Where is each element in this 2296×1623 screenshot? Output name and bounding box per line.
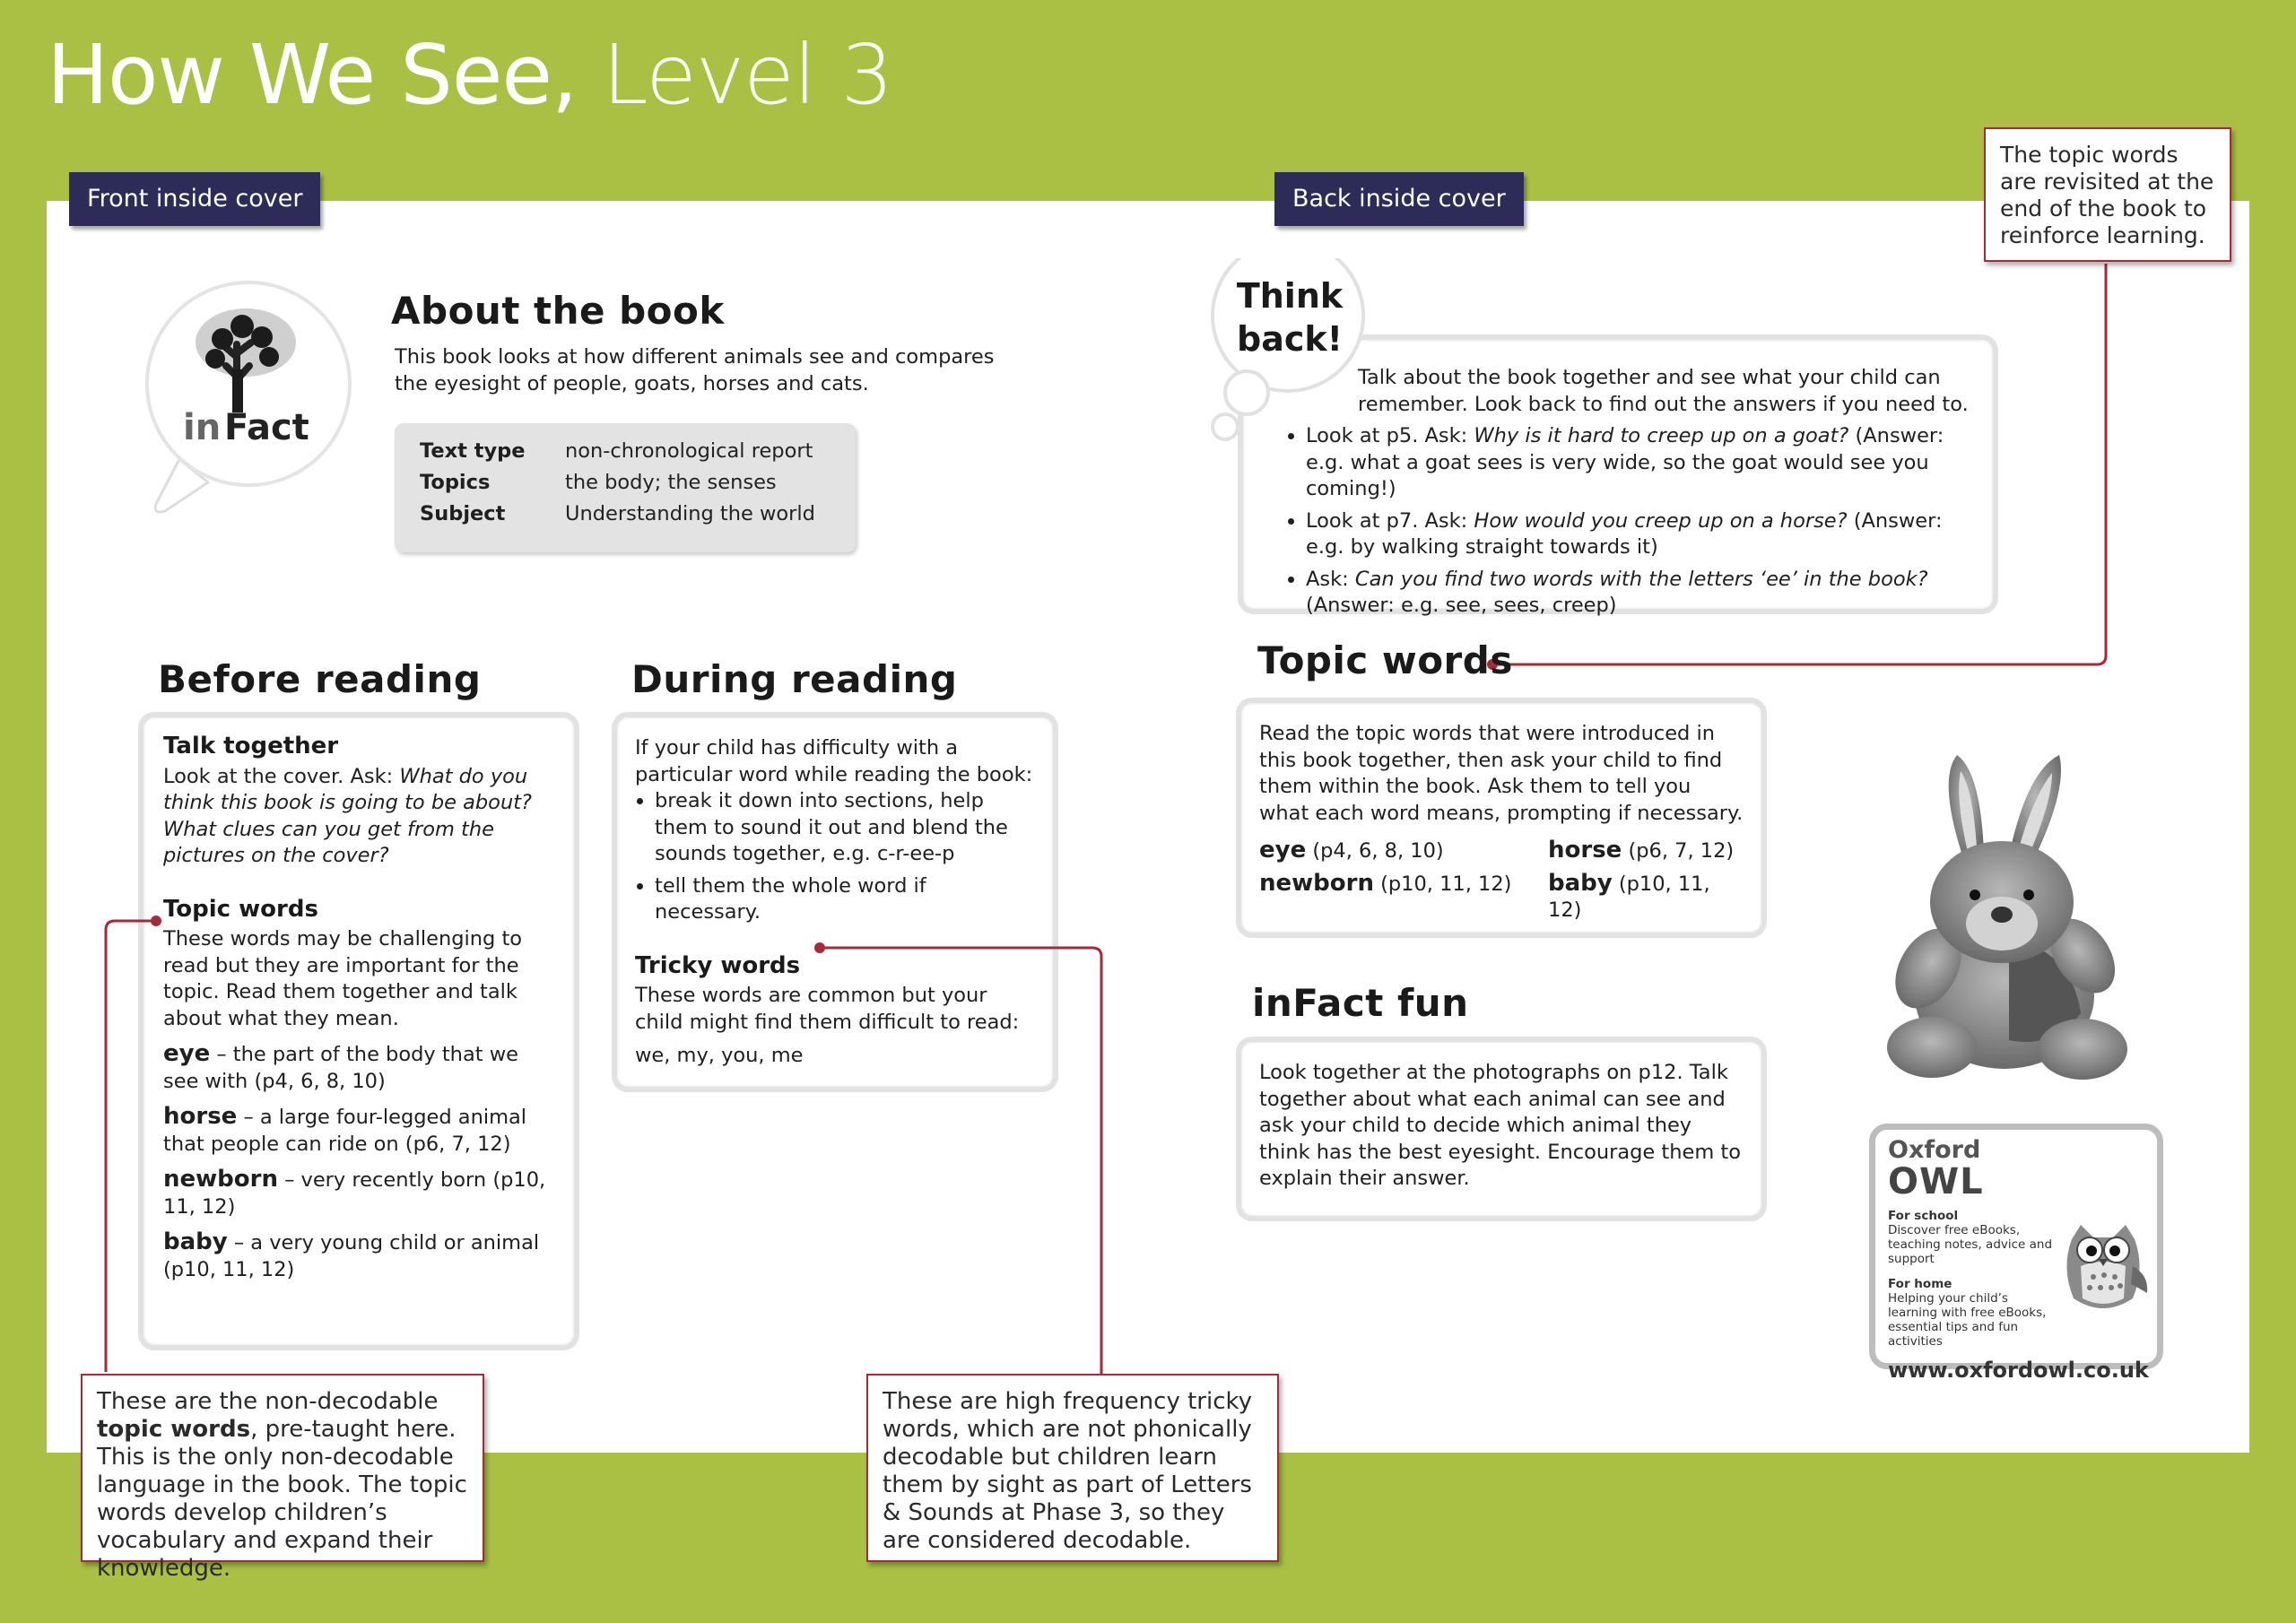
topic-word-pages: (p10, 11, 12) <box>1373 872 1512 896</box>
topic-words-heading: Topic words <box>163 895 318 923</box>
topic-revisit-callout: The topic words are revisited at the end of the book to reinforce learning. <box>1984 127 2231 262</box>
list-item <box>1306 423 1973 503</box>
item-answer: (Answer: e.g. what a goat sees is very wide, so the goat would see you coming!) <box>1306 424 1944 500</box>
owl-brand: OWL <box>1888 1161 1984 1202</box>
topic-word-item <box>1259 871 1548 924</box>
back-topic-words-text: Read the topic words that were introduced in this book together, then ask your child to find them within the book. Ask them to tell you what each word means, prompting if necessary. <box>1259 722 1744 825</box>
info-value: Understanding the world <box>565 502 815 525</box>
info-key: Subject <box>420 502 506 525</box>
item-question: Why is it hard to creep up on a goat? <box>1474 424 1849 447</box>
think-line-2: back! <box>1237 319 1343 359</box>
callout-bold: topic words <box>97 1416 251 1443</box>
infact-fun-text: Look together at the photographs on p12. Talk together about what each animal can see and ask your child to decide which animal they think has the best eyesight. Encourage them to explain their answer. <box>1259 1061 1742 1190</box>
topic-words-text: These words may be challenging to read but they are important for the topic. Read them together and talk about what they mean. <box>163 927 523 1030</box>
item-prompt: Look at p7. Ask: <box>1306 508 1474 533</box>
title-main: How We See, <box>47 27 578 123</box>
item-prompt: Ask: <box>1306 567 1355 591</box>
about-text: This book looks at how different animals see and compares the eyesight of people, goats, horses and cats. <box>395 345 995 395</box>
think-back-intro: Talk about the book together and see what your child can remember. Look back to find out the answers if you need to. <box>1358 366 1969 416</box>
back-cover-tag: Back inside cover <box>1274 172 1524 226</box>
talk-together-heading: Talk together <box>163 733 339 759</box>
topic-word-def: – a large four-legged animal that people can ride on (p6, 7, 12) <box>163 1106 527 1156</box>
topic-word: newborn <box>1259 869 1374 897</box>
topic-word: baby <box>1548 869 1613 897</box>
owl-oxford: Oxford <box>1888 1136 1981 1164</box>
item-question: Can you find two words with the letters ‘ee’ in the book? <box>1354 567 1928 591</box>
talk-question-1: What do you think this book is going to be about? <box>163 764 532 814</box>
topic-word: newborn <box>163 1166 278 1193</box>
topic-word-item <box>1548 838 1745 865</box>
tricky-words-text: These words are common but your child might find them difficult to read: <box>635 984 1020 1034</box>
front-cover-tag: Front inside cover <box>69 172 320 226</box>
tricky-words-list: we, my, you, me <box>635 1044 804 1067</box>
topic-word: baby <box>163 1228 228 1255</box>
topic-word-pages: (p4, 6, 8, 10) <box>1306 839 1444 863</box>
during-reading-heading: During reading <box>631 657 958 701</box>
info-value: the body; the senses <box>565 471 777 494</box>
infact-fun-heading: inFact fun <box>1252 981 1469 1025</box>
topic-word-pages: (p10, 11, 12) <box>1548 872 1710 922</box>
item-prompt: Look at p5. Ask: <box>1306 424 1474 447</box>
topic-word-def: – very recently born (p10, 11, 12) <box>163 1168 546 1219</box>
info-key: Topics <box>420 471 491 494</box>
toy-rabbit-icon <box>1874 744 2135 1094</box>
list-item <box>1306 567 1973 620</box>
topic-word: horse <box>163 1103 238 1130</box>
owl-school-text: Discover free eBooks, teaching notes, advice and support <box>1888 1223 2053 1266</box>
think-back-title <box>1225 274 1354 360</box>
list-item <box>1306 508 1973 561</box>
talk-prompt: Look at the cover. Ask: <box>163 764 400 788</box>
topic-word: eye <box>163 1040 211 1067</box>
about-heading: About the book <box>391 289 725 333</box>
owl-home-text: Helping your child’s learning with free eBooks, essential tips and fun activities <box>1888 1291 2047 1349</box>
item-answer: (Answer: e.g. see, sees, creep) <box>1306 594 1617 617</box>
callout-text: , pre-taught here. This is the only non-decodable language in the book. The topic words develop children’s vocabulary and expand their knowledge. <box>97 1416 467 1582</box>
back-topic-words-heading: Topic words <box>1257 638 1513 682</box>
topic-word: horse <box>1548 837 1622 864</box>
topic-words-callout <box>81 1374 484 1582</box>
list-item: • tell them the whole word if necessary. <box>655 873 1037 926</box>
back-topic-words-box <box>1236 698 1767 938</box>
callout-text: These are the non-decodable <box>97 1388 439 1415</box>
logo-in: in <box>183 407 222 448</box>
topic-word: eye <box>1259 837 1307 864</box>
owl-url: www.oxfordowl.co.uk <box>1888 1358 2149 1383</box>
infact-fun-box <box>1236 1037 1767 1221</box>
topic-word-pages: (p6, 7, 12) <box>1622 839 1735 863</box>
owl-home-heading: For home <box>1888 1277 1952 1291</box>
title-level: Level 3 <box>602 27 893 123</box>
owl-school-heading: For school <box>1888 1209 1959 1223</box>
item-question: How would you creep up on a horse? <box>1474 508 1848 533</box>
tricky-words-callout: These are high frequency tricky words, which are not phonically decodable but children learn them by sight as part of Letters & Sounds at Phase 3, so they are considered decodable. <box>866 1374 1279 1562</box>
item-answer: (Answer: e.g. by walking straight towards it) <box>1306 508 1943 559</box>
before-reading-heading: Before reading <box>158 657 482 701</box>
info-key: Text type <box>420 439 526 463</box>
topic-word-def: – the part of the body that we see with (p4, 6, 8, 10) <box>163 1043 518 1093</box>
talk-question-2: What clues can you get from the pictures on the cover? <box>163 817 494 867</box>
think-back-list <box>1268 423 1973 620</box>
back-topic-words-grid <box>1259 838 1745 924</box>
topic-word-def: – a very young child or animal (p10, 11, 12) <box>163 1231 540 1281</box>
think-line-1: Think <box>1236 276 1344 316</box>
info-value: non-chronological report <box>565 439 813 463</box>
during-intro: If your child has difficulty with a particular word while reading the book: <box>635 736 1033 786</box>
logo-fact: Fact <box>224 407 309 448</box>
list-item: • break it down into sections, help them to sound it out and blend the sounds together, e.g. c-r-ee-p <box>655 788 1037 868</box>
tricky-words-heading: Tricky words <box>635 951 801 979</box>
topic-word-item <box>1548 871 1745 924</box>
topic-word-item <box>1259 838 1548 865</box>
owl-icon <box>2054 1212 2152 1320</box>
